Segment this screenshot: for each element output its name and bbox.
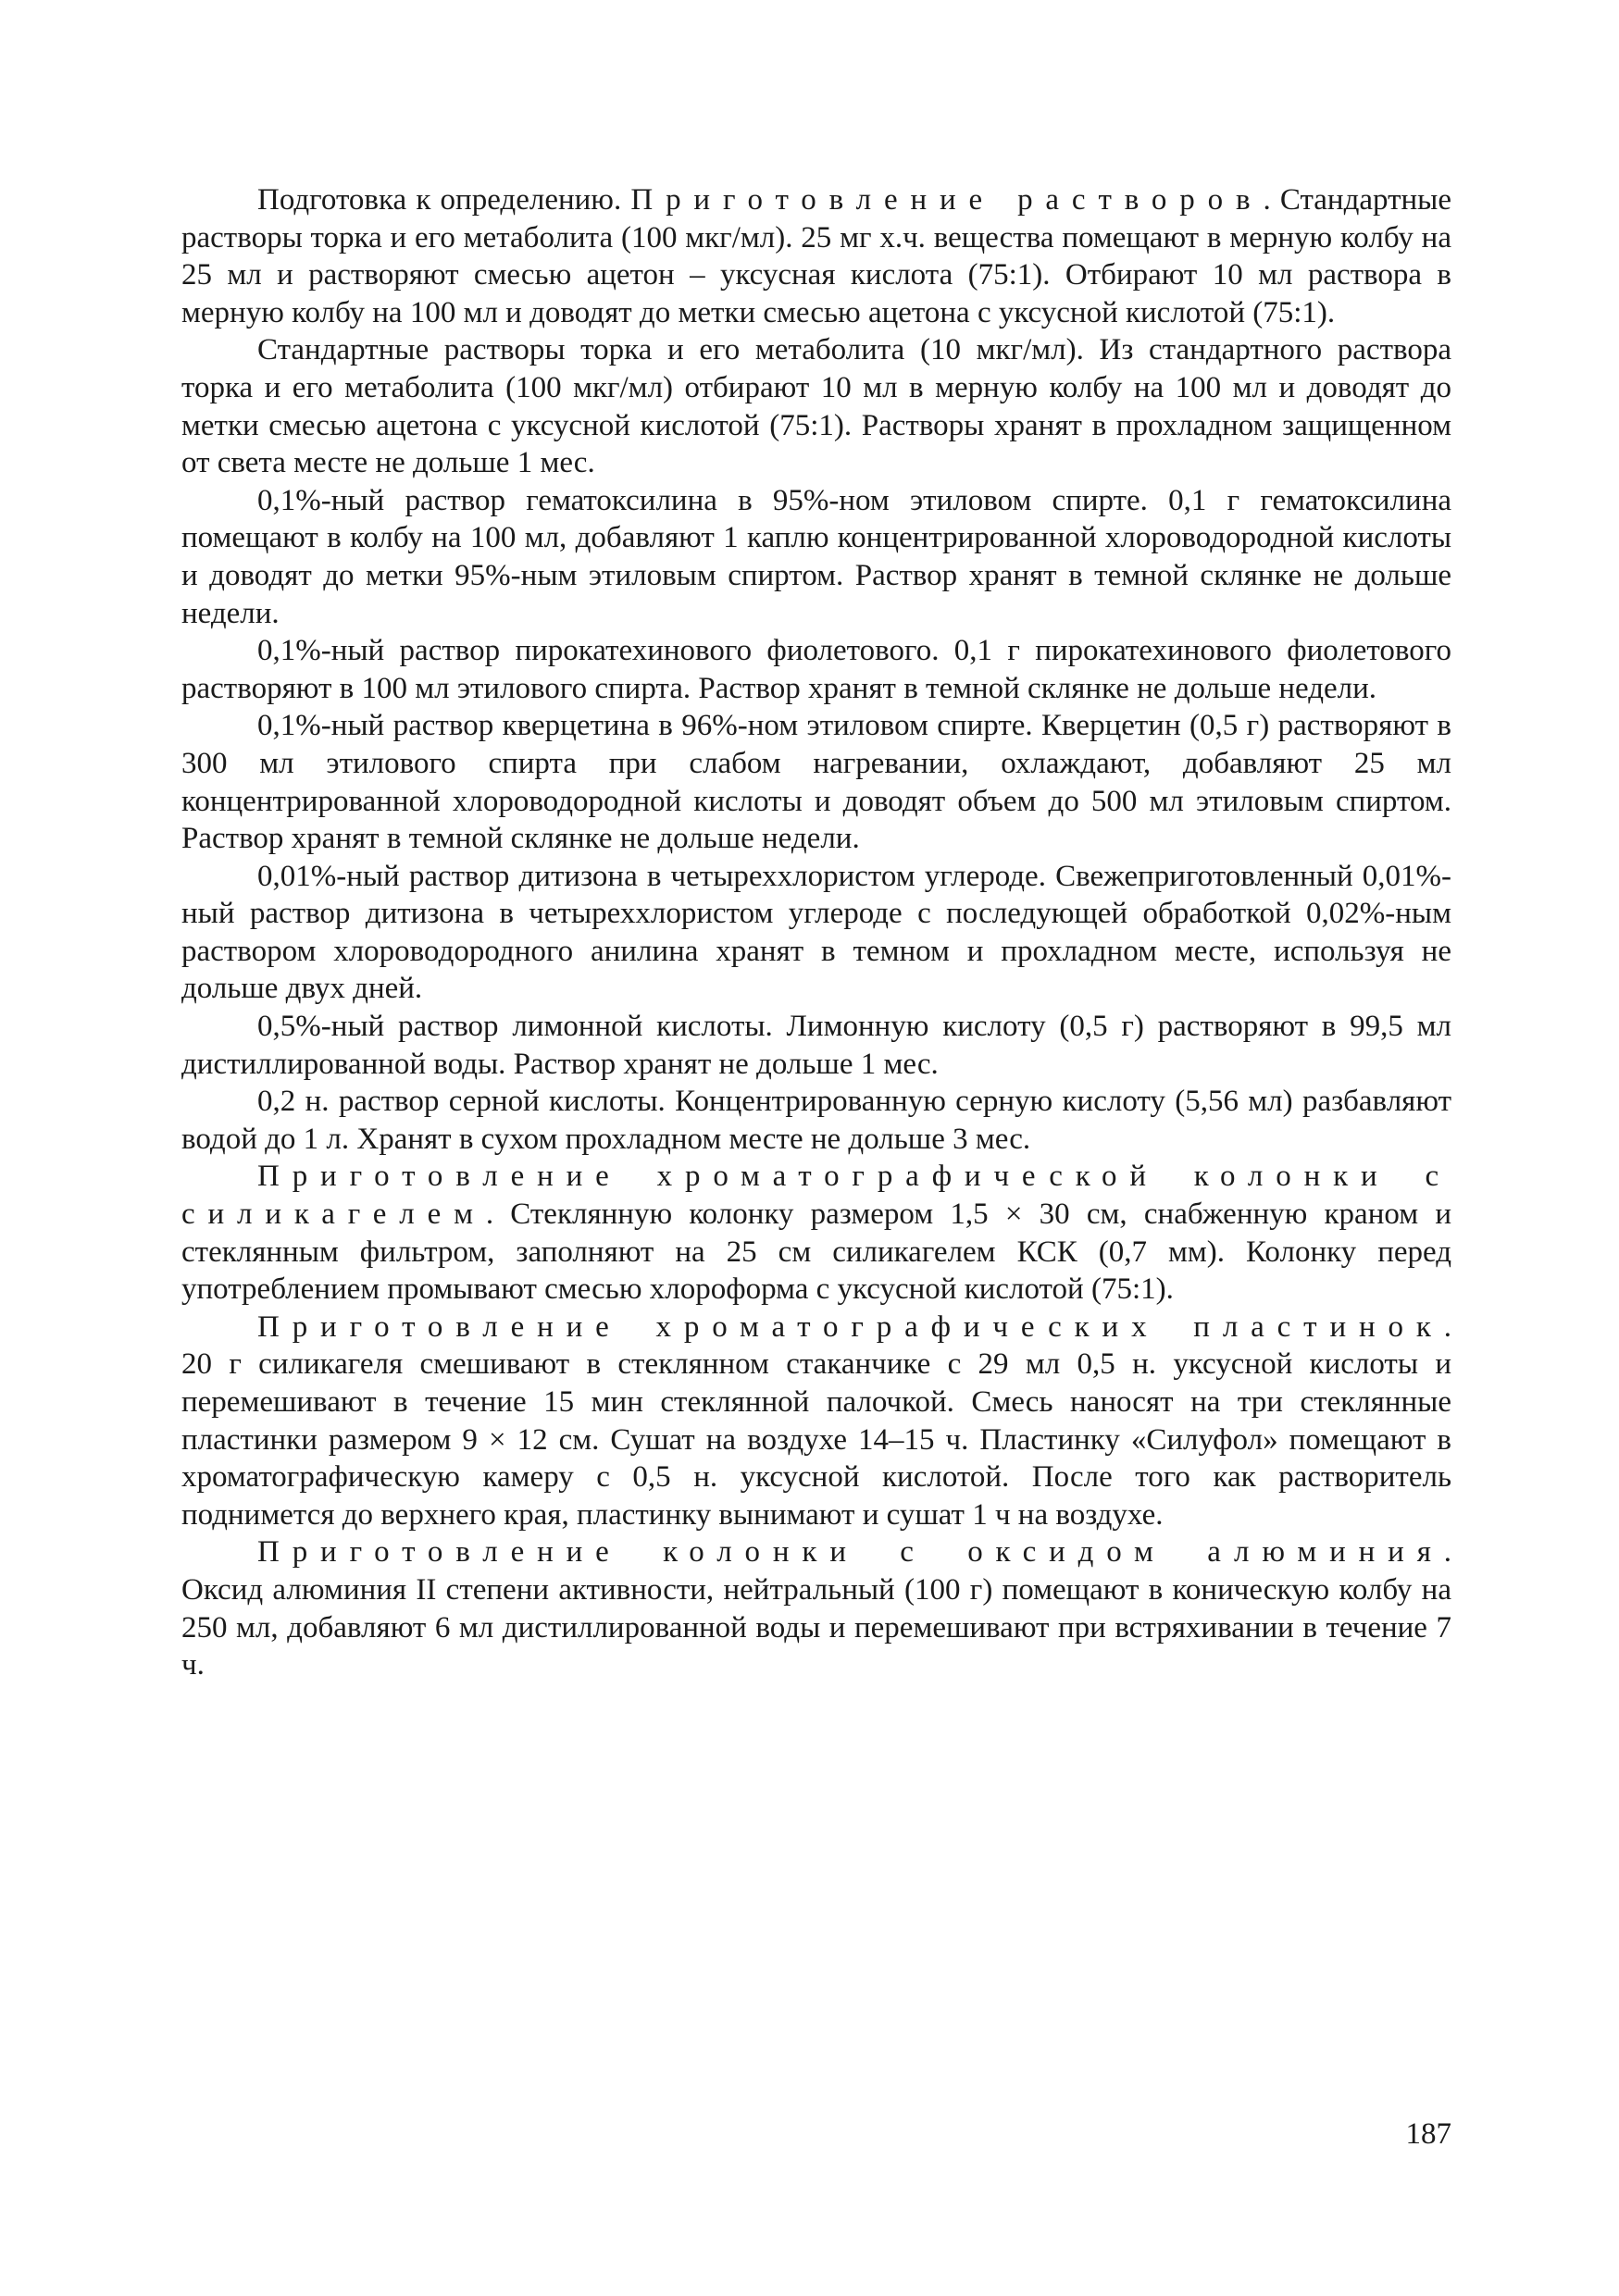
spaced-heading: Приготовление колонки с оксидом алюминия [257,1535,1444,1570]
paragraph-text: 0,1%-ный раствор гематоксилина в 95%-ном этиловом спирте. 0,1 г гематоксилина помещают в колбу на 100 мл, добавляют 1 каплю концентрированной хлороводородной кислоты и доводят до метки 95%-ным этиловым спиртом. Раствор хранят в темной склянке не дольше недели. [181,483,1451,630]
paragraph-text: Стандартные растворы торка и его метаболита (10 мкг/мл). Из стандартного раствора торка и его метаболита (100 мкг/мл) отбирают 10 мл в мерную колбу на 100 мл и доводят до метки смесью ацетона с уксусной кислотой (75:1). Растворы хранят в прохладном защищенном от света месте не дольше 1 мес. [181,333,1451,480]
paragraph-text: 0,5%-ный раствор лимонной кислоты. Лимонную кислоту (0,5 г) растворяют в 99,5 мл дистиллированной воды. Раствор хранят не дольше 1 мес. [181,1010,1451,1081]
paragraph-text: . Стандартные растворы торка и его метаболита (100 мкг/мл). 25 мг х.ч. вещества помещают в мерную колбу на 25 мл и растворяют смесью ацетон – уксусная кислота (75:1). Отбирают 10 мл раствора в мерную колбу на 100 мл и доводят до метки смесью ацетона с уксусной кислотой (75:1). [181,183,1451,329]
paragraph-dithizone [181,858,1451,1008]
paragraph-text: . 20 г силикагеля смешивают в стеклянном стаканчике с 29 мл 0,5 н. уксусной кислоты и перемешивают в течение 15 мин стеклянной палочкой. Смесь наносят на три стеклянные пластинки размером 9 × 12 см. Сушат на воздухе 14–15 ч. Пластинку «Силуфол» помещают в хроматографическую камеру с 0,5 н. уксусной кислотой. После того как растворитель поднимется до верхнего края, пластинку вынимают и сушат 1 ч на воздухе. [181,1309,1451,1532]
paragraph-text: 0,2 н. раствор серной кислоты. Концентрированную серную кислоту (5,56 мл) разбавляют водой до 1 л. Хранят в сухом прохладном месте не дольше 3 мес. [181,1085,1451,1156]
paragraph-sulfuric-acid [181,1083,1451,1158]
paragraph-pyrocatechol-violet [181,632,1451,707]
paragraph-lead: Подготовка к определению. [257,183,631,217]
paragraph-alumina-column [181,1533,1451,1683]
paragraph-standard-solutions [181,331,1451,481]
paragraph-text: 0,01%-ный раствор дитизона в четыреххлористом углероде. Свежеприготовленный 0,01%-ный раствор дитизона в четыреххлористом углероде с последующей обработкой 0,02%-ным раствором хлороводородного анилина хранят в темном и прохладном месте, используя не дольше двух дней. [181,859,1451,1006]
paragraph-silica-column [181,1158,1451,1308]
paragraph-preparation [181,181,1451,331]
paragraph-tlc-plates [181,1309,1451,1534]
spaced-heading: Приготовление растворов [630,183,1264,217]
paragraph-hematoxylin [181,482,1451,632]
page-number: 187 [1405,2117,1451,2151]
paragraph-citric-acid [181,1008,1451,1083]
paragraph-text: 0,1%-ный раствор кверцетина в 96%-ном этиловом спирте. Кверцетин (0,5 г) растворяют в 300 мл этилового спирта при слабом нагревании, охлаждают, добавляют 25 мл концентрированной хлороводородной кислоты и доводят объем до 500 мл этиловым спиртом. Раствор хранят в темной склянке не дольше недели. [181,709,1451,856]
page-body [181,181,1451,1684]
paragraph-text: 0,1%-ный раствор пирокатехинового фиолетового. 0,1 г пирокатехинового фиолетового растворяют в 100 мл этилового спирта. Раствор хранят в темной склянке не дольше недели. [181,634,1451,705]
paragraph-text: . Оксид алюминия II степени активности, нейтральный (100 г) помещают в коническую колбу на 250 мл, добавляют 6 мл дистиллированной воды и перемешивают при встряхивании в течение 7 ч. [181,1535,1451,1682]
paragraph-quercetin [181,707,1451,857]
paragraph-text: . Стеклянную колонку размером 1,5 × 30 см, снабженную краном и стеклянным фильтром, заполняют на 25 см силикагелем КСК (0,7 мм). Колонку перед употреблением промывают смесью хлороформа с уксусной кислотой (75:1). [181,1198,1451,1307]
spaced-heading: Приготовление хроматографической колонки с силикагелем [181,1160,1451,1232]
spaced-heading: Приготовление хроматографических пластинок [257,1309,1444,1344]
